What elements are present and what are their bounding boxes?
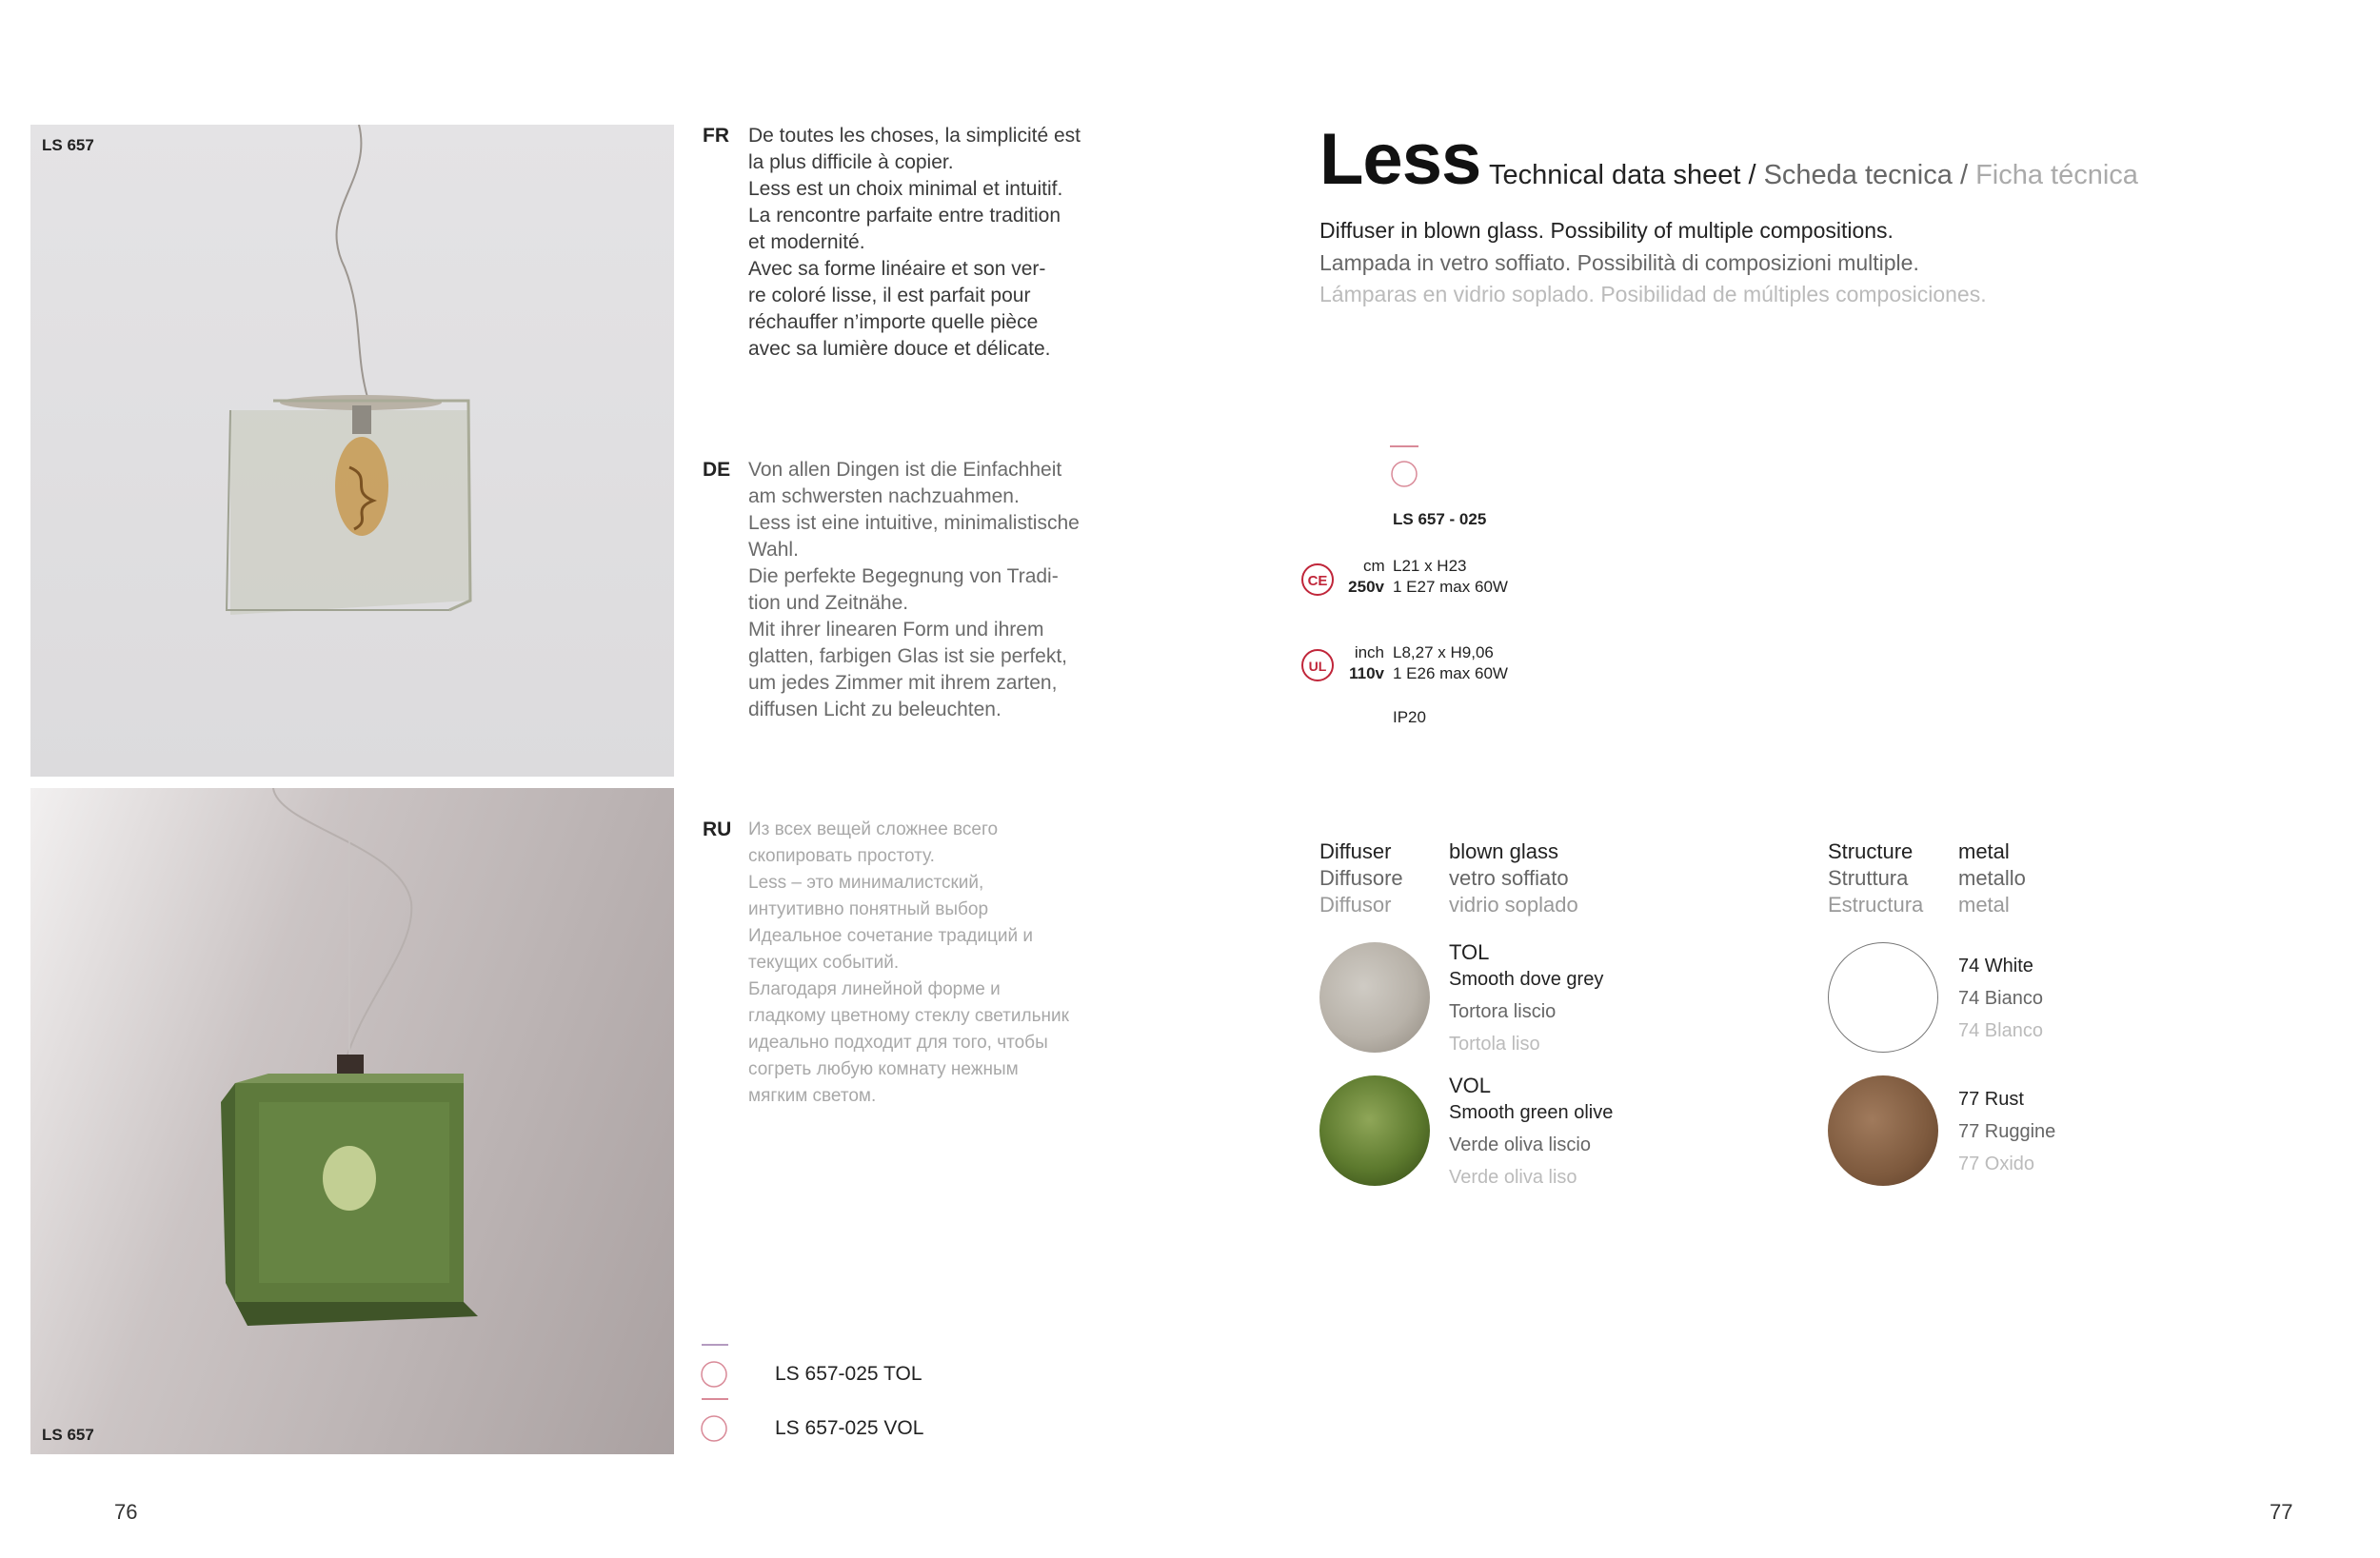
ul-unit: inch: [1354, 643, 1384, 661]
ul-dimensions: L8,27 x H9,06: [1393, 643, 1494, 661]
variant-pendant-icons: [699, 1342, 729, 1445]
finish-tol-it: Tortora liscio: [1449, 1001, 1557, 1022]
pendant-lamp-tol-image: [30, 125, 674, 777]
variant-tol: LS 657-025 TOL: [775, 1363, 922, 1385]
structure-label-it: Struttura: [1828, 866, 1909, 890]
description-fr: De toutes les choses, la simplicité est la plus difficile à copier. Less est un choix minimal et intuitif. La rencontre parfaite entre tradition et modernité. Avec sa forme linéaire et son ver- re coloré lisse, il est parfait pour réchauffer n’importe quelle pièce avec sa lumière douce et délicate.: [748, 125, 1081, 360]
lang-label-fr: FR: [703, 125, 729, 147]
description-en: Diffuser in blown glass. Possibility of multiple compositions.: [1319, 218, 1894, 243]
swatch-white: [1828, 942, 1938, 1053]
product-title: Less: [1319, 119, 1481, 200]
diffuser-label-en: Diffuser: [1319, 839, 1392, 863]
product-photo-vol: [30, 788, 674, 1454]
structure-value-es: metal: [1958, 893, 2010, 917]
pendant-icon: [1388, 444, 1420, 489]
ce-voltage: 250v: [1348, 578, 1384, 596]
ul-bulb: 1 E26 max 60W: [1393, 664, 1508, 682]
ul-mark-icon: [1300, 648, 1335, 682]
subtitle-it: Scheda tecnica: [1763, 160, 1953, 190]
finish-vol-it: Verde oliva liscio: [1449, 1134, 1591, 1155]
structure-label-en: Structure: [1828, 839, 1914, 863]
diffuser-label-es: Diffusor: [1319, 893, 1392, 917]
description-es: Lámparas en vidrio soplado. Posibilidad de múltiples composiciones.: [1319, 282, 1987, 306]
variant-vol: LS 657-025 VOL: [775, 1417, 924, 1439]
product-photo-tol: [30, 125, 674, 777]
page-number-left: 76: [114, 1500, 138, 1524]
structure-label-es: Estructura: [1828, 893, 1924, 917]
description-it: Lampada in vetro soffiato. Possibilità di composizioni multiple.: [1319, 250, 1919, 275]
finish-white-es: 74 Blanco: [1958, 1020, 2043, 1041]
ul-voltage: 110v: [1349, 664, 1384, 682]
ce-bulb: 1 E27 max 60W: [1393, 578, 1508, 596]
finish-white-en: 74 White: [1958, 956, 2033, 976]
subtitle-en: Technical data sheet: [1489, 160, 1741, 190]
svg-text:UL: UL: [1308, 659, 1327, 674]
diffuser-value-es: vidrio soplado: [1449, 893, 1578, 917]
finish-vol-code: VOL: [1449, 1074, 1492, 1097]
finish-tol-en: Smooth dove grey: [1449, 969, 1604, 990]
page-number-right: 77: [2270, 1500, 2293, 1524]
finish-rust-es: 77 Oxido: [1958, 1154, 2035, 1174]
diffuser-label-it: Diffusore: [1319, 866, 1403, 890]
description-de: Von allen Dingen ist die Einfachheit am schwersten nachzuahmen. Less ist eine intuitive, minimalistische Wahl. Die perfekte Begegnung von Tradi- tion und Zeitnähe. Mit ihrer linearen Form und ihrem glatten, farbigen Glas ist sie perfekt, um jedes Zimmer mit ihrem zarten, diffusen Licht zu beleuchten.: [748, 459, 1080, 720]
swatch-tol: [1319, 942, 1430, 1053]
lang-label-ru: RU: [703, 818, 732, 840]
structure-value-en: metal: [1958, 839, 2010, 863]
photo-label-top: LS 657: [42, 136, 94, 154]
finish-vol-es: Verde oliva liso: [1449, 1167, 1577, 1188]
swatch-vol: [1319, 1075, 1430, 1186]
description-ru: Из всех вещей сложнее всего скопировать простоту. Less – это минималистский, интуитивно понятный выбор Идеальное сочетание традиций и текущих событий. Благодаря линейной форме и гладкому цветному стеклу светильник идеально подходит для того, чтобы согреть любую комнату нежным мягким светом.: [748, 819, 1069, 1106]
diffuser-value-en: blown glass: [1449, 839, 1558, 863]
ce-dimensions: L21 x H23: [1393, 557, 1467, 575]
swatch-rust: [1828, 1075, 1938, 1186]
product-code: LS 657 - 025: [1393, 510, 1487, 528]
subtitle-es: Ficha técnica: [1975, 160, 2138, 190]
finish-tol-code: TOL: [1449, 940, 1490, 964]
structure-value-it: metallo: [1958, 866, 2026, 890]
diffuser-value-it: vetro soffiato: [1449, 866, 1569, 890]
subtitle-sep-1: /: [1740, 160, 1764, 190]
finish-white-it: 74 Bianco: [1958, 988, 2043, 1009]
photo-label-bottom: LS 657: [42, 1426, 94, 1444]
ce-unit: cm: [1363, 557, 1385, 575]
svg-text:CE: CE: [1307, 573, 1328, 589]
lang-label-de: DE: [703, 459, 731, 481]
ce-mark-icon: [1300, 562, 1335, 597]
ip-rating: IP20: [1393, 708, 1426, 726]
finish-vol-en: Smooth green olive: [1449, 1102, 1614, 1123]
finish-rust-en: 77 Rust: [1958, 1089, 2024, 1110]
finish-tol-es: Tortola liso: [1449, 1034, 1540, 1055]
subtitle-sep-2: /: [1952, 160, 1976, 190]
pendant-lamp-vol-image: [30, 788, 674, 1454]
finish-rust-it: 77 Ruggine: [1958, 1121, 2056, 1142]
technical-sheet-subtitle: [1489, 160, 2138, 191]
